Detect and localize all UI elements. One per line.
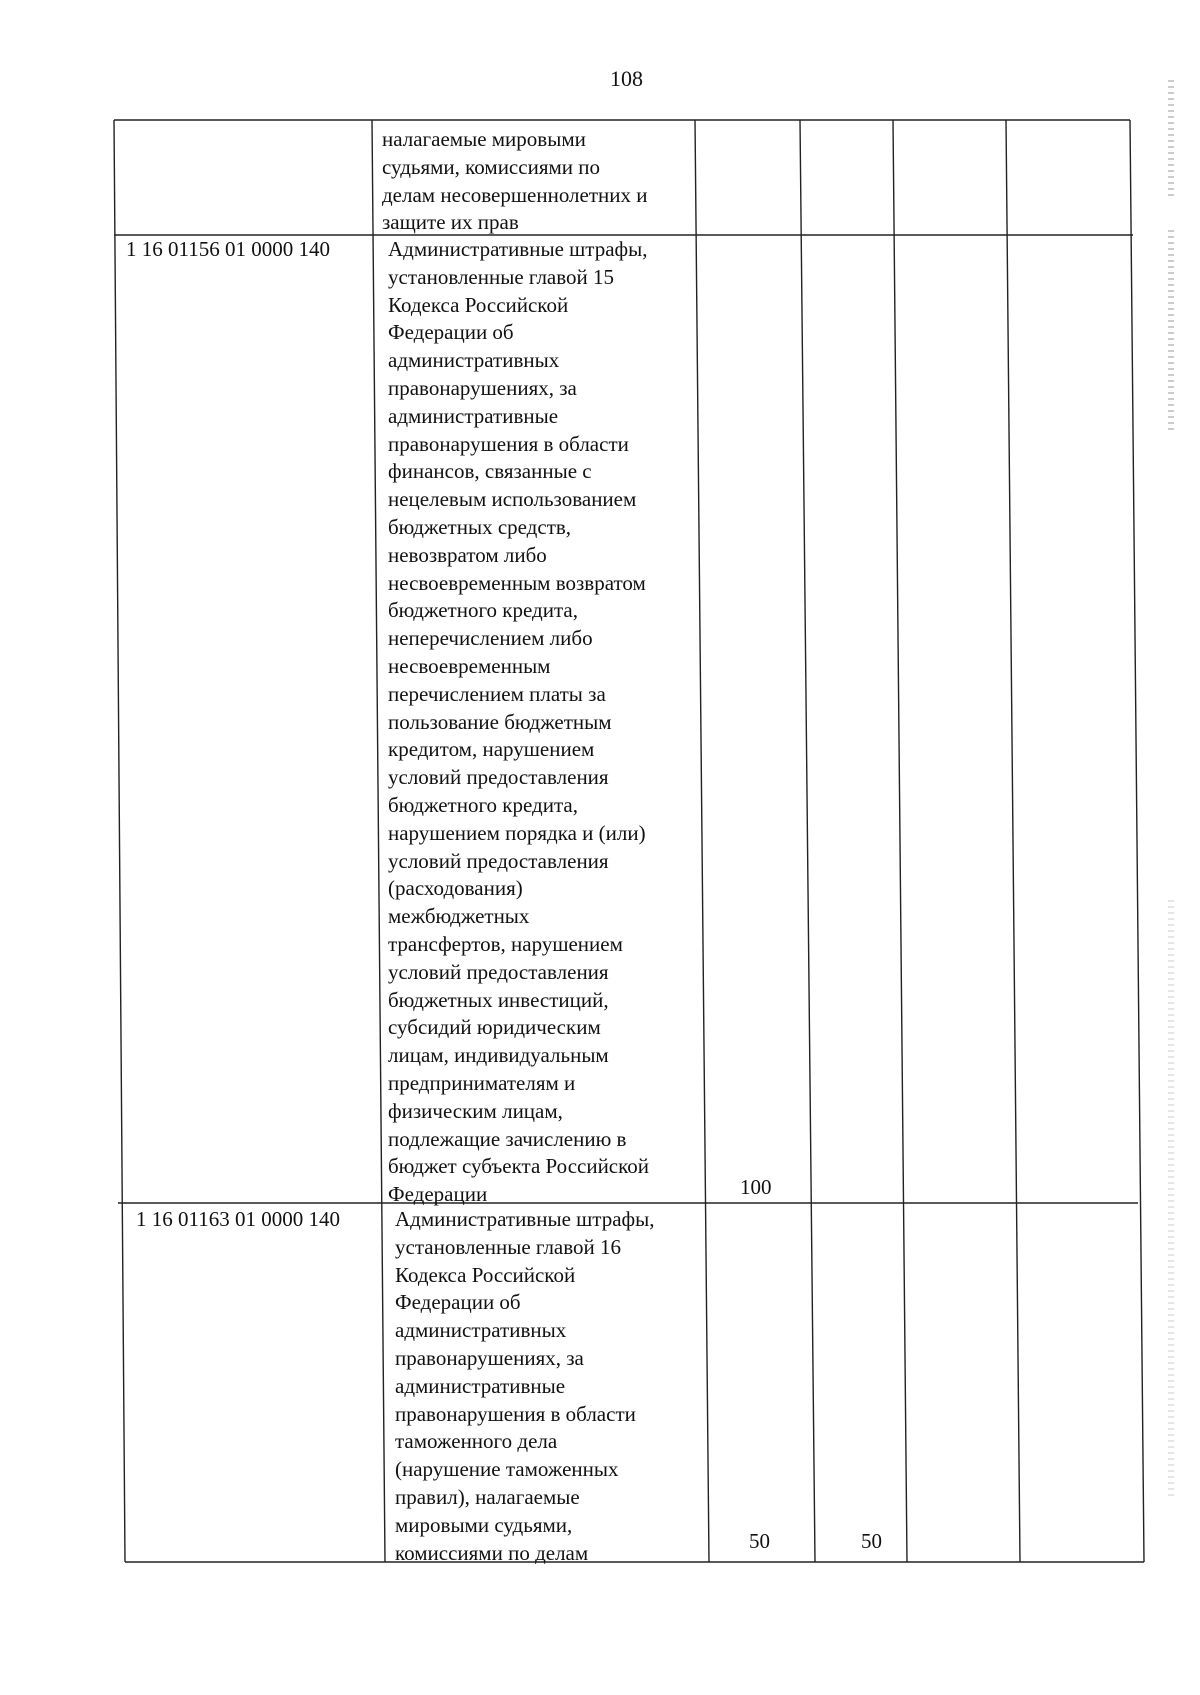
row-code-cell: 1 16 01156 01 0000 140 xyxy=(126,237,330,261)
scan-artifact xyxy=(1168,900,1174,1500)
column-line xyxy=(1006,120,1020,1562)
row-description-cell: налагаемые мировыми судьями, комиссиями по делам несовершеннолетних и защите их прав xyxy=(382,127,648,235)
table-border-left xyxy=(114,120,125,1562)
row-value-col4: 50 xyxy=(861,1529,882,1553)
column-line xyxy=(893,120,907,1562)
row-code-cell: 1 16 01163 01 0000 140 xyxy=(136,1207,340,1231)
column-line xyxy=(695,120,709,1562)
row-value-col3: 100 xyxy=(740,1175,772,1199)
column-line xyxy=(372,120,385,1562)
row-description-cell: Административные штрафы, установленные главой 15 Кодекса Российской Федерации об административных правонарушениях, за административные правонарушения в области финансов, связанные с нецелевым использованием бюджетных средств, невозвратом либо несвоевременным возвратом бюджетного кредита, неперечислением либо несвоевременным перечислением платы за пользование бюджетным кредитом, нарушением условий предоставления бюджетного кредита, нарушением порядка и (или) условий предоставления (расходования) межбюджетных трансфертов, нарушением условий предоставления бюджетных инвестиций, субсидий юридическим лицам, индивидуальным предпринимателям и физическим лицам, подлежащие зачислению в бюджет субъекта Российской Федерации xyxy=(388,237,650,1207)
table-border-right xyxy=(1130,120,1144,1562)
row-description-cell: Административные штрафы, установленные главой 16 Кодекса Российской Федерации об административных правонарушениях, за административные правонарушения в области таможенного дела (нарушение таможенных правил), налагаемые мировыми судьями, комиссиями по делам xyxy=(395,1207,655,1565)
page-number: 108 xyxy=(610,66,643,91)
row-value-col3: 50 xyxy=(749,1529,770,1553)
scan-artifact xyxy=(1168,80,1174,200)
scan-artifact xyxy=(1168,230,1174,430)
column-line xyxy=(800,120,815,1562)
